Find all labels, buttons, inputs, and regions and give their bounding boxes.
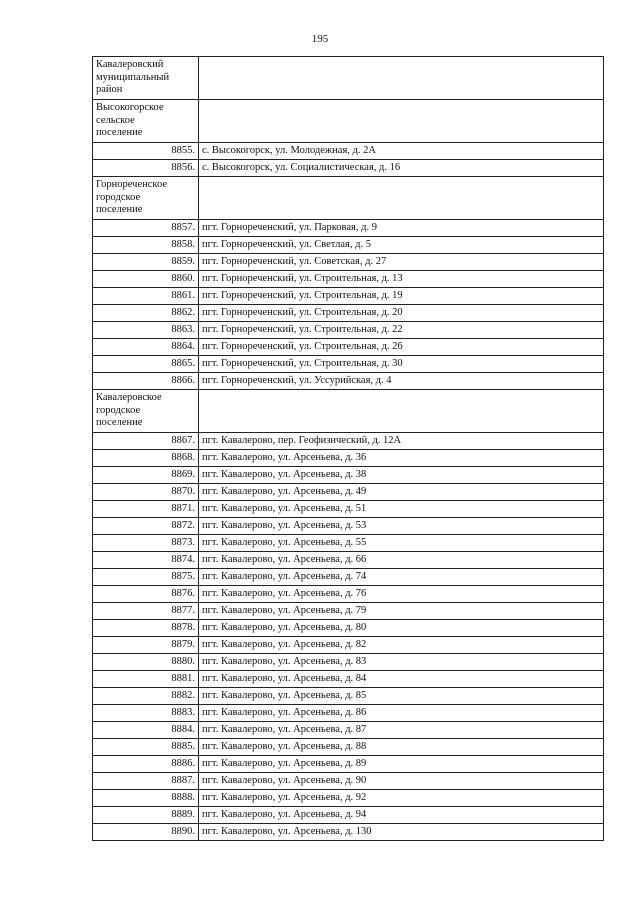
- row-address: пгт. Кавалерово, ул. Арсеньева, д. 74: [199, 569, 604, 586]
- table-row: [93, 790, 604, 807]
- table-row: [93, 603, 604, 620]
- table-row: [93, 143, 604, 160]
- row-address: с. Высокогорск, ул. Молодежная, д. 2А: [199, 143, 604, 160]
- row-number: 8873.: [93, 535, 199, 552]
- row-address: пгт. Кавалерово, пер. Геофизический, д. 12А: [199, 433, 604, 450]
- table-row: [93, 637, 604, 654]
- row-address: пгт. Кавалерово, ул. Арсеньева, д. 90: [199, 773, 604, 790]
- row-address: пгт. Кавалерово, ул. Арсеньева, д. 53: [199, 518, 604, 535]
- table-row: [93, 339, 604, 356]
- table-row: [93, 756, 604, 773]
- row-address: пгт. Кавалерово, ул. Арсеньева, д. 55: [199, 535, 604, 552]
- row-number: 8861.: [93, 288, 199, 305]
- section-title: Горнореченское городское поселение: [93, 177, 199, 220]
- row-address: пгт. Горнореченский, ул. Строительная, д. 19: [199, 288, 604, 305]
- row-number: 8881.: [93, 671, 199, 688]
- row-number: 8862.: [93, 305, 199, 322]
- row-address: пгт. Кавалерово, ул. Арсеньева, д. 82: [199, 637, 604, 654]
- row-address: пгт. Кавалерово, ул. Арсеньева, д. 49: [199, 484, 604, 501]
- row-address: пгт. Горнореченский, ул. Строительная, д. 26: [199, 339, 604, 356]
- row-number: 8870.: [93, 484, 199, 501]
- table-row: [93, 237, 604, 254]
- row-number: 8882.: [93, 688, 199, 705]
- table-row: [93, 739, 604, 756]
- row-number: 8875.: [93, 569, 199, 586]
- row-address: пгт. Кавалерово, ул. Арсеньева, д. 84: [199, 671, 604, 688]
- row-address: пгт. Кавалерово, ул. Арсеньева, д. 94: [199, 807, 604, 824]
- row-number: 8890.: [93, 824, 199, 841]
- row-number: 8874.: [93, 552, 199, 569]
- address-table: [92, 56, 604, 841]
- row-number: 8864.: [93, 339, 199, 356]
- row-number: 8863.: [93, 322, 199, 339]
- row-number: 8866.: [93, 373, 199, 390]
- row-address: пгт. Горнореченский, ул. Строительная, д. 20: [199, 305, 604, 322]
- row-address: пгт. Горнореченский, ул. Строительная, д. 22: [199, 322, 604, 339]
- row-number: 8879.: [93, 637, 199, 654]
- row-number: 8884.: [93, 722, 199, 739]
- row-number: 8876.: [93, 586, 199, 603]
- row-number: 8857.: [93, 220, 199, 237]
- table-row: [93, 773, 604, 790]
- table-row: [93, 620, 604, 637]
- row-number: 8858.: [93, 237, 199, 254]
- row-address: пгт. Горнореченский, ул. Светлая, д. 5: [199, 237, 604, 254]
- row-address: пгт. Кавалерово, ул. Арсеньева, д. 87: [199, 722, 604, 739]
- row-address: пгт. Кавалерово, ул. Арсеньева, д. 92: [199, 790, 604, 807]
- row-address: пгт. Кавалерово, ул. Арсеньева, д. 89: [199, 756, 604, 773]
- table-row: [93, 688, 604, 705]
- row-address: пгт. Кавалерово, ул. Арсеньева, д. 130: [199, 824, 604, 841]
- table-row: [93, 705, 604, 722]
- row-number: 8888.: [93, 790, 199, 807]
- section-header-row: [93, 100, 604, 143]
- row-address: пгт. Кавалерово, ул. Арсеньева, д. 88: [199, 739, 604, 756]
- row-number: 8867.: [93, 433, 199, 450]
- table-row: [93, 160, 604, 177]
- address-table-body: [93, 57, 604, 841]
- section-empty-cell: [199, 57, 604, 100]
- table-row: [93, 535, 604, 552]
- section-header-row: [93, 57, 604, 100]
- table-row: [93, 450, 604, 467]
- row-address: пгт. Кавалерово, ул. Арсеньева, д. 79: [199, 603, 604, 620]
- row-number: 8887.: [93, 773, 199, 790]
- table-row: [93, 433, 604, 450]
- row-address: пгт. Кавалерово, ул. Арсеньева, д. 38: [199, 467, 604, 484]
- page-number: 195: [311, 33, 329, 45]
- table-row: [93, 569, 604, 586]
- section-header-row: [93, 177, 604, 220]
- table-row: [93, 322, 604, 339]
- section-empty-cell: [199, 177, 604, 220]
- row-address: пгт. Горнореченский, ул. Советская, д. 27: [199, 254, 604, 271]
- table-row: [93, 467, 604, 484]
- row-address: пгт. Горнореченский, ул. Строительная, д. 30: [199, 356, 604, 373]
- row-number: 8860.: [93, 271, 199, 288]
- row-address: пгт. Кавалерово, ул. Арсеньева, д. 66: [199, 552, 604, 569]
- row-address: пгт. Кавалерово, ул. Арсеньева, д. 80: [199, 620, 604, 637]
- table-row: [93, 288, 604, 305]
- table-row: [93, 654, 604, 671]
- row-address: пгт. Горнореченский, ул. Парковая, д. 9: [199, 220, 604, 237]
- table-row: [93, 220, 604, 237]
- section-header-row: [93, 390, 604, 433]
- table-row: [93, 722, 604, 739]
- row-number: 8859.: [93, 254, 199, 271]
- section-title: Кавалеровское городское поселение: [93, 390, 199, 433]
- row-address: пгт. Кавалерово, ул. Арсеньева, д. 85: [199, 688, 604, 705]
- table-row: [93, 271, 604, 288]
- table-row: [93, 518, 604, 535]
- row-number: 8880.: [93, 654, 199, 671]
- row-number: 8878.: [93, 620, 199, 637]
- row-address: пгт. Кавалерово, ул. Арсеньева, д. 83: [199, 654, 604, 671]
- table-row: [93, 305, 604, 322]
- table-row: [93, 254, 604, 271]
- row-number: 8877.: [93, 603, 199, 620]
- row-number: 8856.: [93, 160, 199, 177]
- row-number: 8885.: [93, 739, 199, 756]
- row-number: 8883.: [93, 705, 199, 722]
- row-address: пгт. Кавалерово, ул. Арсеньева, д. 86: [199, 705, 604, 722]
- row-address: пгт. Горнореченский, ул. Строительная, д. 13: [199, 271, 604, 288]
- row-address: пгт. Горнореченский, ул. Уссурийская, д. 4: [199, 373, 604, 390]
- table-row: [93, 671, 604, 688]
- row-address: с. Высокогорск, ул. Социалистическая, д. 16: [199, 160, 604, 177]
- table-row: [93, 501, 604, 518]
- row-number: 8865.: [93, 356, 199, 373]
- row-number: 8889.: [93, 807, 199, 824]
- table-row: [93, 356, 604, 373]
- table-row: [93, 373, 604, 390]
- row-number: 8886.: [93, 756, 199, 773]
- table-row: [93, 484, 604, 501]
- row-number: 8855.: [93, 143, 199, 160]
- row-address: пгт. Кавалерово, ул. Арсеньева, д. 76: [199, 586, 604, 603]
- table-row: [93, 824, 604, 841]
- table-row: [93, 552, 604, 569]
- row-address: пгт. Кавалерово, ул. Арсеньева, д. 51: [199, 501, 604, 518]
- row-number: 8868.: [93, 450, 199, 467]
- row-address: пгт. Кавалерово, ул. Арсеньева, д. 36: [199, 450, 604, 467]
- section-empty-cell: [199, 390, 604, 433]
- row-number: 8872.: [93, 518, 199, 535]
- row-number: 8871.: [93, 501, 199, 518]
- row-number: 8869.: [93, 467, 199, 484]
- section-title: Кавалеровский муниципальный район: [93, 57, 199, 100]
- section-empty-cell: [199, 100, 604, 143]
- table-row: [93, 807, 604, 824]
- table-row: [93, 586, 604, 603]
- section-title: Высокогорское сельское поселение: [93, 100, 199, 143]
